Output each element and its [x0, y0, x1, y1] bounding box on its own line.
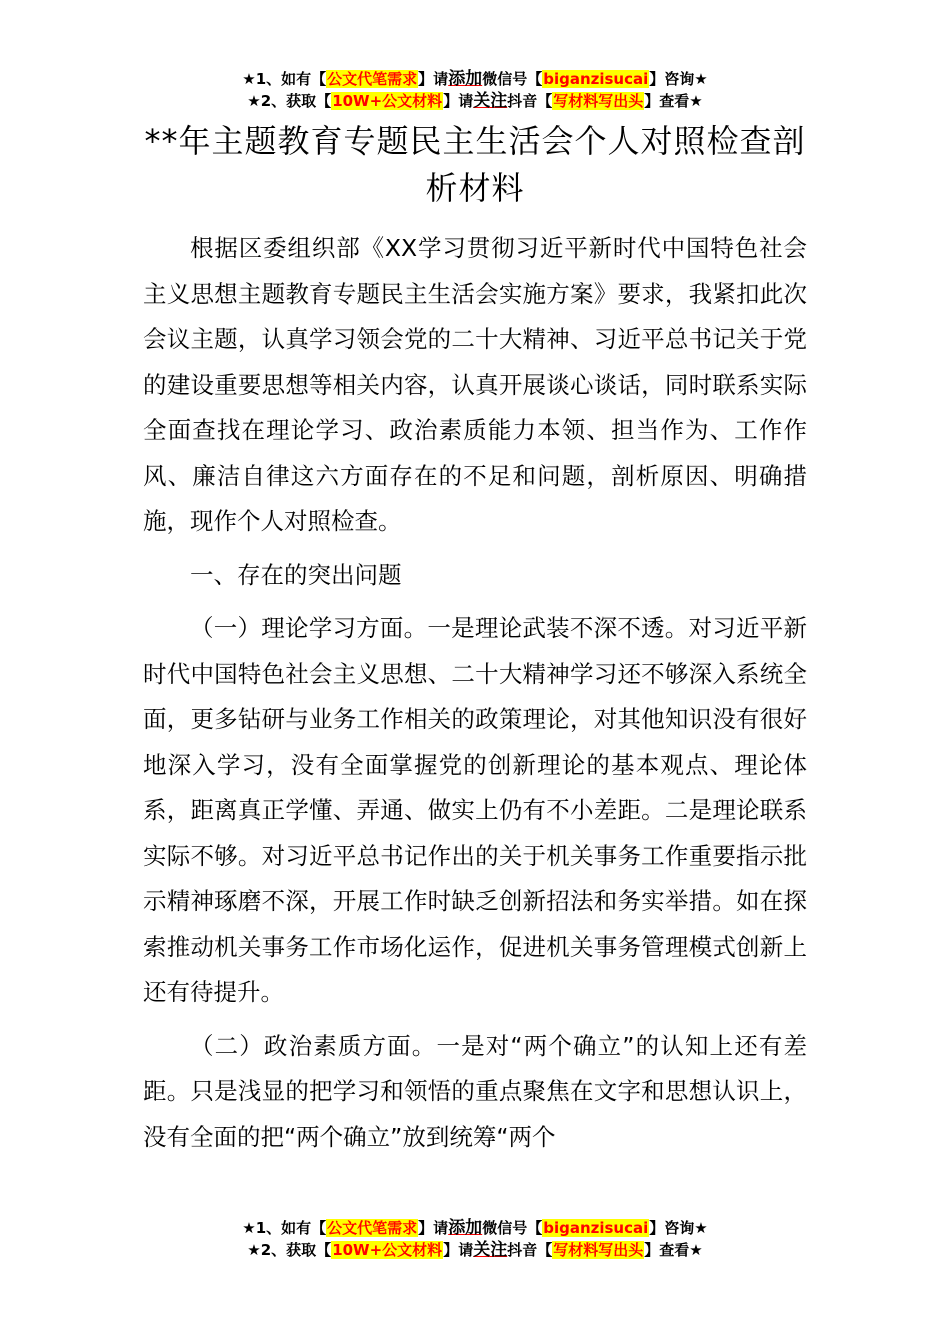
emphasis-text: 关注	[473, 1240, 508, 1260]
banner-text: 微信号【	[482, 1219, 543, 1237]
banner-text: 抖音【	[507, 1241, 553, 1259]
banner-text: 微信号【	[482, 70, 543, 88]
section-heading: 一、存在的突出问题	[190, 560, 402, 589]
body-paragraph: （二）政治素质方面。一是对“两个确立”的认知上还有差距。只是浅显的把学习和领悟的重点聚焦在文字和思想认识上，没有全面的把“两个确立”放到统筹“两个	[143, 1031, 807, 1151]
banner-line-1	[0, 1217, 950, 1239]
highlight-materials: 10W+公文材料	[332, 1241, 443, 1259]
banner-line-2	[0, 90, 950, 112]
banner-text: ★1、如有【	[242, 70, 327, 88]
highlight-materials: 10W+公文材料	[332, 92, 443, 110]
document-body	[143, 226, 807, 1160]
body-paragraph: （一）理论学习方面。一是理论武装不深不透。对习近平新时代中国特色社会主义思想、二十大精神学习还不够深入系统全面，更多钻研与业务工作相关的政策理论，对其他知识没有很好地深入学习，没有全面掌握党的创新理论的基本观点、理论体系，距离真正学懂、弄通、做实上仍有不小差距。二是理论联系实际不够。对习近平总书记作出的关于机关事务工作重要指示批示精神琢磨不深，开展工作时缺乏创新招法和务实举措。如在探索推动机关事务工作市场化运作，促进机关事务管理模式创新上还有待提升。	[143, 614, 807, 1006]
banner-text: 】请	[418, 70, 449, 88]
document-title: **年主题教育专题民主生活会个人对照检查剖析材料	[144, 122, 806, 207]
highlight-service: 公文代笔需求	[327, 1219, 418, 1237]
banner-text: 】请	[443, 1241, 474, 1259]
banner-text: 】查看★	[644, 92, 703, 110]
highlight-service: 公文代笔需求	[327, 70, 418, 88]
header-banner	[0, 68, 950, 112]
emphasis-text: 添加	[448, 69, 483, 89]
highlight-douyin-account: 写材料写出头	[553, 92, 644, 110]
footer-banner	[0, 1217, 950, 1261]
emphasis-text: 添加	[448, 1218, 483, 1238]
banner-text: 】咨询★	[649, 1219, 708, 1237]
banner-text: 抖音【	[507, 92, 553, 110]
highlight-wechat-id: biganzisucai	[543, 70, 649, 88]
intro-paragraph: 根据区委组织部《XX学习贯彻习近平新时代中国特色社会主义思想主题教育专题民主生活会实施方案》要求，我紧扣此次会议主题，认真学习领会党的二十大精神、习近平总书记关于党的建设重要思想等相关内容，认真开展谈心谈话，同时联系实际全面查找在理论学习、政治素质能力本领、担当作为、工作作风、廉洁自律这六方面存在的不足和问题，剖析原因、明确措施，现作个人对照检查。	[143, 234, 807, 535]
banner-text: 】请	[443, 92, 474, 110]
banner-text: 】查看★	[644, 1241, 703, 1259]
banner-text: ★2、获取【	[247, 1241, 332, 1259]
banner-text: 】请	[418, 1219, 449, 1237]
banner-text: ★1、如有【	[242, 1219, 327, 1237]
emphasis-text: 关注	[473, 91, 508, 111]
banner-line-2	[0, 1239, 950, 1261]
highlight-wechat-id: biganzisucai	[543, 1219, 649, 1237]
highlight-douyin-account: 写材料写出头	[553, 1241, 644, 1259]
banner-text: ★2、获取【	[247, 92, 332, 110]
banner-line-1	[0, 68, 950, 90]
banner-text: 】咨询★	[649, 70, 708, 88]
